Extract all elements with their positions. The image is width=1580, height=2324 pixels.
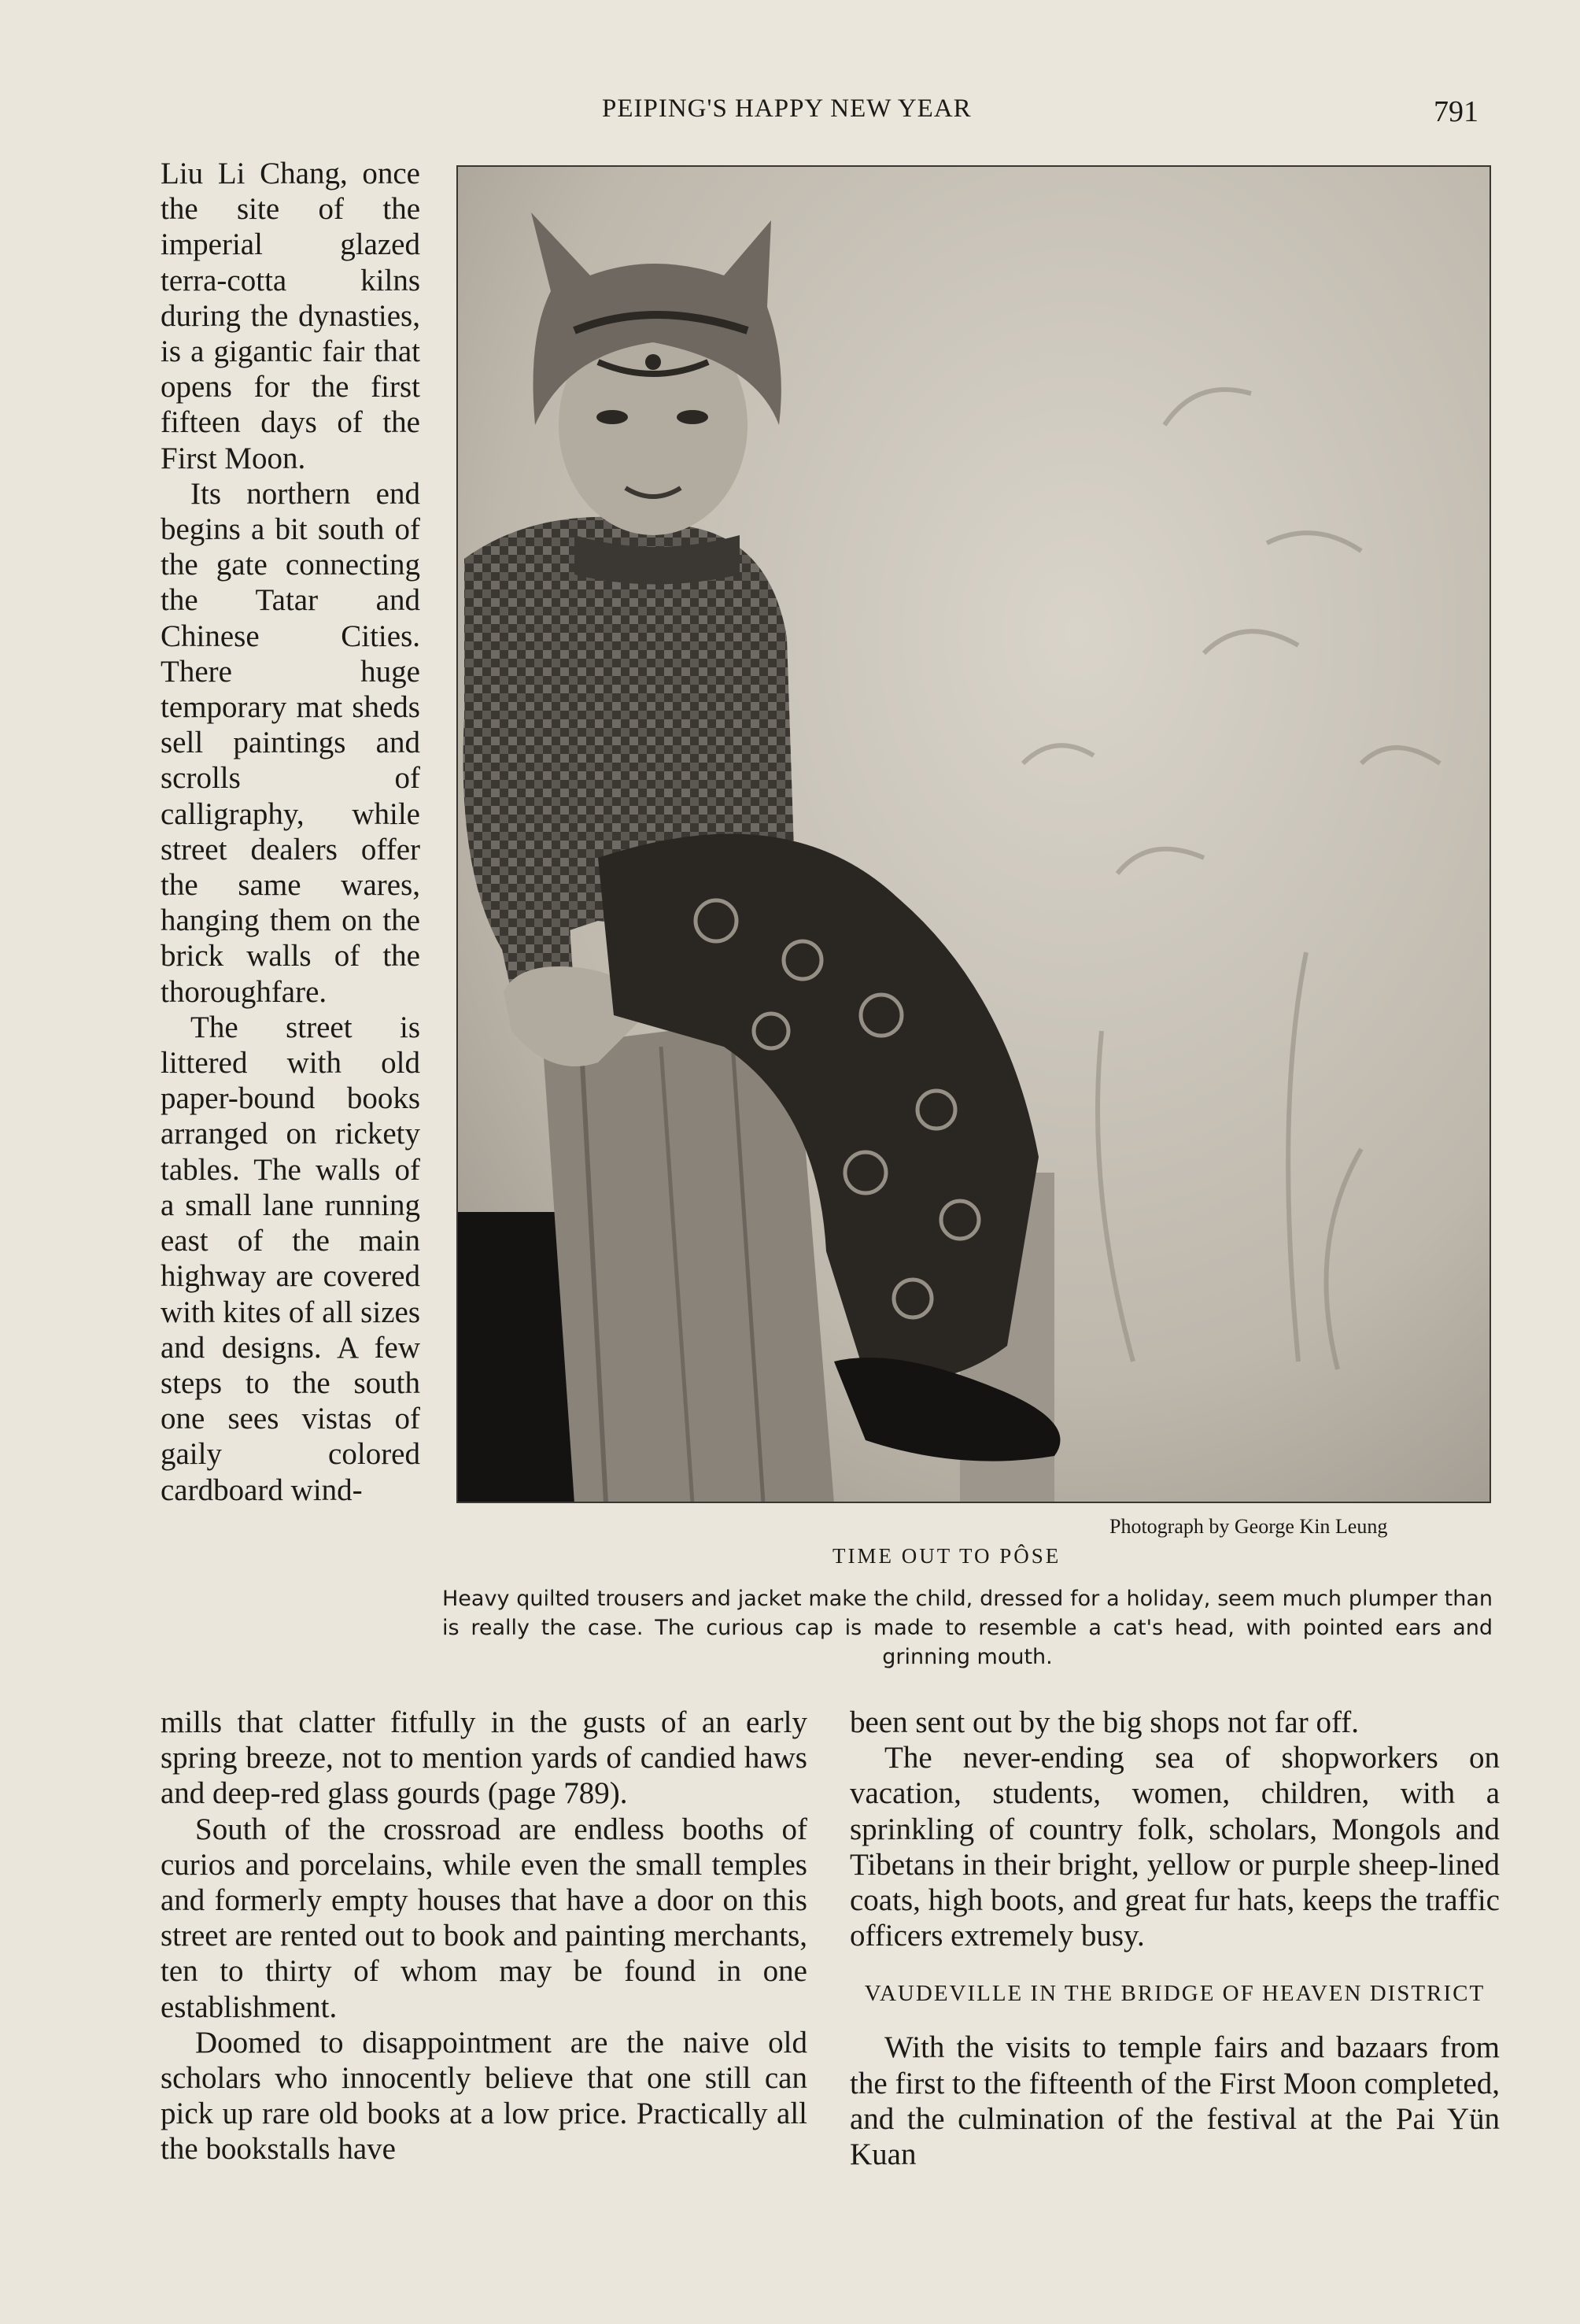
running-title: PEIPING'S HAPPY NEW YEAR xyxy=(602,94,972,123)
section-heading: VAUDEVILLE IN THE BRIDGE OF HEAVEN DISTRICT xyxy=(864,1981,1486,2007)
page-header xyxy=(0,94,1580,134)
paragraph: Liu Li Chang, once the site of the imperial glazed terra-cotta kilns during the dynasties, is a gigantic fair that opens for the first fifteen days of the First Moon. xyxy=(161,157,420,475)
paragraph: The street is littered with old paper-bound books arranged on rickety tables. The walls of a small lane running east of the main highway are covered with kites of all sizes and designs. A few steps to the south one sees vistas of gaily colored cardboard wind- xyxy=(161,1010,420,1507)
paragraph: Doomed to disappointment are the naive old scholars who innocently believe that one still can pick up rare old books at a low price. Practically all the bookstalls have xyxy=(161,2025,807,2167)
paragraph: mills that clatter fitfully in the gusts of an early spring breeze, not to mention yards of candied haws and deep-red glass gourds (page 789). xyxy=(161,1705,807,1811)
paragraph: South of the crossroad are endless booths of curios and porcelains, while even the small temples and formerly empty houses that have a door on this street are rented out to book and painting merchants, ten to thirty of whom may be found in one establishment. xyxy=(161,1812,807,2024)
photograph-illustration xyxy=(456,165,1491,1503)
right-text-column xyxy=(850,1705,1500,2172)
left-text-column xyxy=(161,1705,807,2167)
page-number: 791 xyxy=(1434,95,1478,128)
narrow-text-column xyxy=(161,156,420,1508)
paragraph: With the visits to temple fairs and bazaars from the first to the fifteenth of the First Moon completed, and the culmination of the festival at the Pai Yün Kuan xyxy=(850,2030,1500,2172)
caption-body: Heavy quilted trousers and jacket make the child, dressed for a holiday, seem much plumper than is really the case. The curious cap is made to resemble a cat's head, with pointed ears and grinning mouth. xyxy=(442,1587,1493,1669)
paragraph: The never-ending sea of shopworkers on vacation, students, women, children, with a sprinkling of country folk, scholars, Mongols and Tibetans in their bright, yellow or purple sheep-lined coats, high boots, and great fur hats, keeps the traffic officers extremely busy. xyxy=(850,1741,1500,1953)
photograph-child-on-post xyxy=(456,165,1491,1503)
photo-credit: Photograph by George Kin Leung xyxy=(1109,1515,1388,1538)
caption-title: TIME OUT TO PÔSE xyxy=(832,1544,1061,1568)
paragraph: Its northern end begins a bit south of the gate connecting the Tatar and Chinese Cities. There huge temporary mat sheds sell paintings and scrolls of calligraphy, while street dealers offer the same wares, hanging them on the brick walls of the thoroughfare. xyxy=(161,476,420,1009)
paragraph: been sent out by the big shops not far off. xyxy=(850,1705,1360,1739)
